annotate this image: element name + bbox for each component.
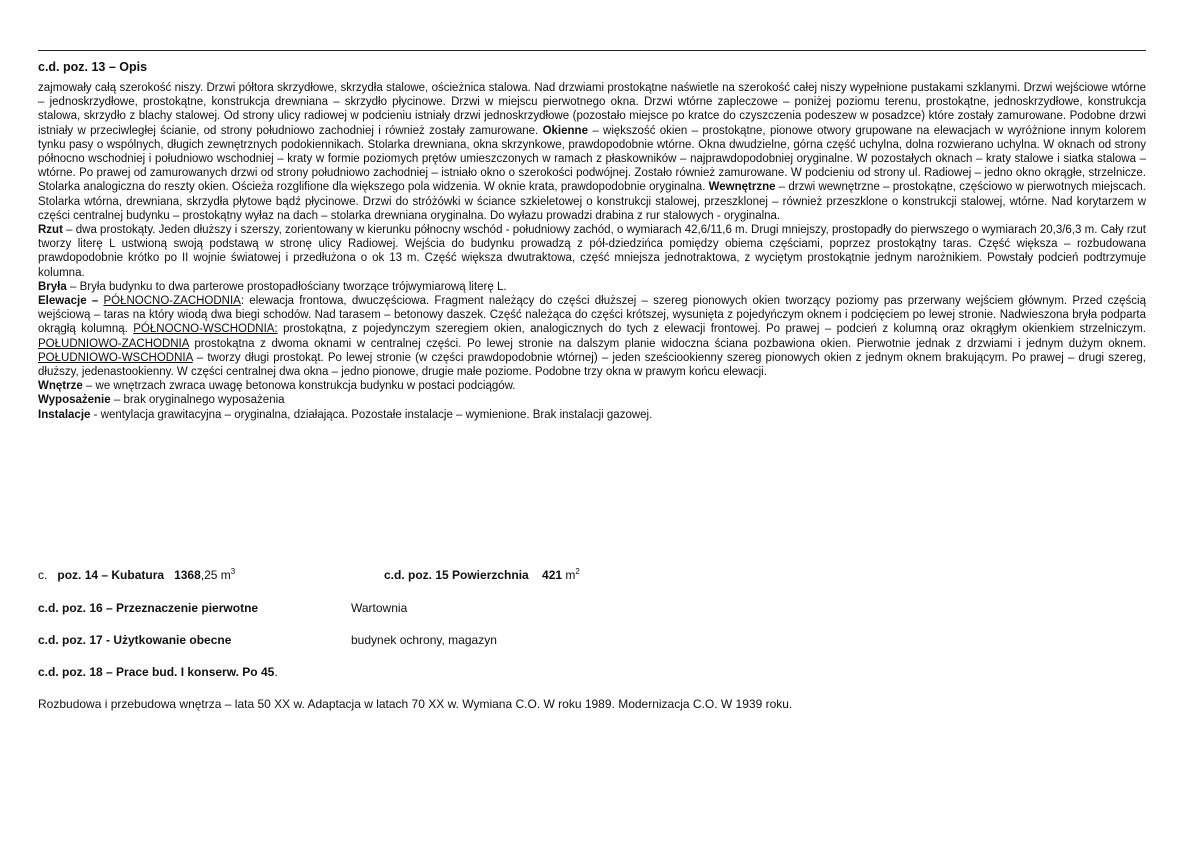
poz14-label: poz. 14 – Kubatura [57, 568, 165, 582]
elewacja-text-2: prostokątna, z pojedynczym szeregiem okien, analogicznych do tych z elewacji frontowej. Po prawej – podcień z kolumną oraz okrągłym okienkiem strzelniczym. [277, 323, 1146, 336]
doors-text: zajmowały całą szerokość niszy. Drzwi półtora skrzydłowe, skrzydła stalowe, ościeżnica stalowa. Nad drzwiami prostokątne naświetle na szerokość całej niszy wypełnione pustakami szklanymi. Drzwi wejściowe wtórne – jednoskrzydłowe, prostokątne, konstrukcja drewniana – skrzydło płycinowe. Drzwi w miejscu pierwotnego okna. Drzwi wtórne zapleczowe – poniżej poziomu terenu, prostokątne, jednoskrzydłowe, konstrukcja stalowa, skrzydło z blachy stalowej. Od strony ulicy radiowej w podcieniu istniały drzwi jednoskrzydłowe (pozostało miejsce po kratce do czyszczenia podeszew w posadzce) które zostały zamurowane. Podobne drzwi istniały w przeciwległej ścianie, od strony południowo zachodniej i również zostały zamurowane. [38, 82, 1146, 137]
poz16-row [38, 601, 258, 615]
elewacja-text-3: prostokątna z dwoma oknami w centralnej części. Po lewej stronie na dalszym planie widoczna ściana pozbawiona okien. Pierwotnie jednak z drzwiami i jednym dużym oknem. [188, 337, 1146, 350]
poz16-value: Wartownia [351, 601, 408, 615]
elewacja-text-1: : elewacja frontowa, dwuczęściowa. Fragment należący do części dłuższej – szereg pionowych okien tworzący poziomy pas przerwany wejściem głównym. Przed częścią wejściową – taras na który wiodą dwa biegi schodów. Nad tarasem – betonowy daszek. Część należąca do części krótszej, wysunięta z pojedyńczym oknem i podcięciem po lewej stronie. Nadwieszona bryła podparta okrągłą kolumną. [38, 295, 1146, 336]
poz17-value: budynek ochrony, magazyn [351, 633, 497, 647]
instalacje-paragraph [38, 408, 1146, 422]
bryla-text: – Bryła budynku to dwa parterowe prostopadłościany tworzące trójwymiarową literę L. [66, 280, 507, 293]
rzut-paragraph [38, 223, 1146, 280]
elewacja-text-4: – tworzy długi prostokąt. Po lewej stronie (w części prawdopodobnie wtórnej) – jeden sześciookienny szereg pionowych okien z jednym oknem brakującym. Po prawej – drugi szereg, dłuższy, jedenastookienny. W części centralnej dwa okna – jedno pionowe, drugie małe poziome. Podobne trzy okna w prawym końcu elewacji. [38, 351, 1146, 379]
wewnetrzne-text: – drzwi wewnętrzne – prostokątne, częściowo w pierwotnych miejscach. Stolarka wtórna, drewniana, skrzydła płytowe bądź płycinowe. Drzwi do stróżówki w ściance szkieletowej o konstrukcji stalowej, przeszklonej – również przeszklone o konstrukcji stalowej, wtórne. Nad korytarzem w części centralnej budynku – prostokątny wyłaz na dach – stolarka drewniana oryginalna. Do wyłazu prowadzi drabina z rur stalowych - oryginalna. [38, 181, 1146, 222]
poz15-label: c.d. poz. 15 Powierzchnia [384, 568, 529, 582]
poz14-value: 1368 [174, 568, 201, 582]
bryla-paragraph [38, 280, 1146, 294]
poz15-unit: m [562, 568, 576, 582]
poz16-label: c.d. poz. 16 – Przeznaczenie pierwotne [38, 601, 259, 615]
description-block [38, 81, 1146, 422]
poz14-row [38, 568, 235, 582]
elewacja-pn-zach: PÓŁNOCNO-ZACHODNIA [103, 295, 241, 308]
poz14-sup: 3 [230, 567, 236, 576]
rzut-label: Rzut [38, 224, 63, 237]
elewacja-pd-wsch: POŁUDNIOWO-WSCHODNIA [38, 351, 193, 364]
poz15-value: 421 [542, 568, 563, 582]
poz17-row [38, 633, 231, 647]
wyposazenie-label: Wyposażenie [38, 394, 111, 407]
instalacje-text: - wentylacja grawitacyjna – oryginalna, działająca. Pozostałe instalacje – wymienione. Brak instalacji gazowej. [90, 408, 653, 421]
wnetrze-paragraph [38, 379, 1146, 393]
poz18-dot: . [274, 665, 278, 679]
top-rule [38, 50, 1146, 51]
poz17-label: c.d. poz. 17 - Użytkowanie obecne [38, 633, 232, 647]
poz15-row [384, 568, 580, 582]
wyposazenie-paragraph [38, 393, 1146, 407]
okienne-label: Okienne [542, 124, 588, 137]
elewacje-paragraph [38, 294, 1146, 379]
bryla-label: Bryła [38, 280, 67, 293]
poz14-prefix: c. [38, 568, 48, 582]
rzut-text: – dwa prostokąty. Jeden dłuższy i szerszy, zorientowany w kierunku północny wschód - południowy zachód, o wymiarach 42,6/11,6 m. Drugi mniejszy, prostopadły do pierwszego o wymiarach 20,3/6,3 m. Cały rzut tworzy literę L ustwioną swoją podstawą w stronę ulicy Radiowej. Wejścia do budynku prowadzą z pół-dziedzińca pomiędzy obiema częściami, poprzez prostokątny taras. Część większa – rozbudowana prawdopodobnie krótko po II wojnie światowej i przedłużona o ok 13 m. Część większa dwutraktowa, część mniejsza jednotraktowa, z wyciętym prostokątnie jednym narożnikiem. Powstały podcień podtrzymuje kolumna. [38, 224, 1146, 279]
elewacja-pn-wsch: PÓŁNOCNO-WSCHODNIA: [133, 323, 278, 336]
elewacja-pd-zach: POŁUDNIOWO-ZACHODNIA [38, 337, 189, 350]
footer-note: Rozbudowa i przebudowa wnętrza – lata 50 XX w. Adaptacja w latach 70 XX w. Wymiana C.O. W roku 1989. Modernizacja C.O. W 1939 roku. [38, 697, 793, 711]
poz15-sup: 2 [575, 567, 580, 576]
wnetrze-label: Wnętrze [38, 380, 83, 393]
wnetrze-text: – we wnętrzach zwraca uwagę betonowa konstrukcja budynku w postaci podciągów. [82, 380, 516, 393]
wyposazenie-text: – brak oryginalnego wyposażenia [110, 394, 285, 407]
poz18-label: c.d. poz. 18 – Prace bud. I konserw. Po 45 [38, 665, 275, 679]
poz18-row [38, 665, 278, 679]
instalacje-label: Instalacje [38, 408, 91, 421]
okienne-text: – większość okien – prostokątne, pionowe otwory grupowane na elewacjach w wyróżnione innym kolorem tynku pasy o wspólnych, długich zewnętrznych podokiennikach. Stolarka drewniana, okna skrzynkowe, prawdopodobnie wtórne. Okna dwudzielne, górna część uchylna, dolna rozwierano uchylna. W oknach od strony północno wschodniej i południowo wschodniej – kraty w formie poziomych prętów umieszczonych w ramach z płaskowników – najprawdopodobniej oryginalne. W pozostałych oknach – kraty stalowe i siatka stalowa – wtórne. Po prawej od zamurowanych drzwi od strony południowo zachodniej – istniało okno o szerokości podwójnej. Zostało również zamurowane. W podcieniu od strony ul. Radiowej – jedno okno okrągłe, strzelnicze. Stolarka analogiczna do reszty okien. Ościeża rozglifione dla większego pola widzenia. W oknie krata, prawdopodobnie oryginalna. [38, 124, 1146, 194]
poz14-decimal: ,25 m [200, 568, 231, 582]
wewnetrzne-label: Wewnętrzne [708, 181, 776, 194]
elewacje-label: Elewacje – [38, 295, 99, 308]
section-heading: c.d. poz. 13 – Opis [38, 60, 148, 74]
description-paragraph [38, 81, 1146, 223]
